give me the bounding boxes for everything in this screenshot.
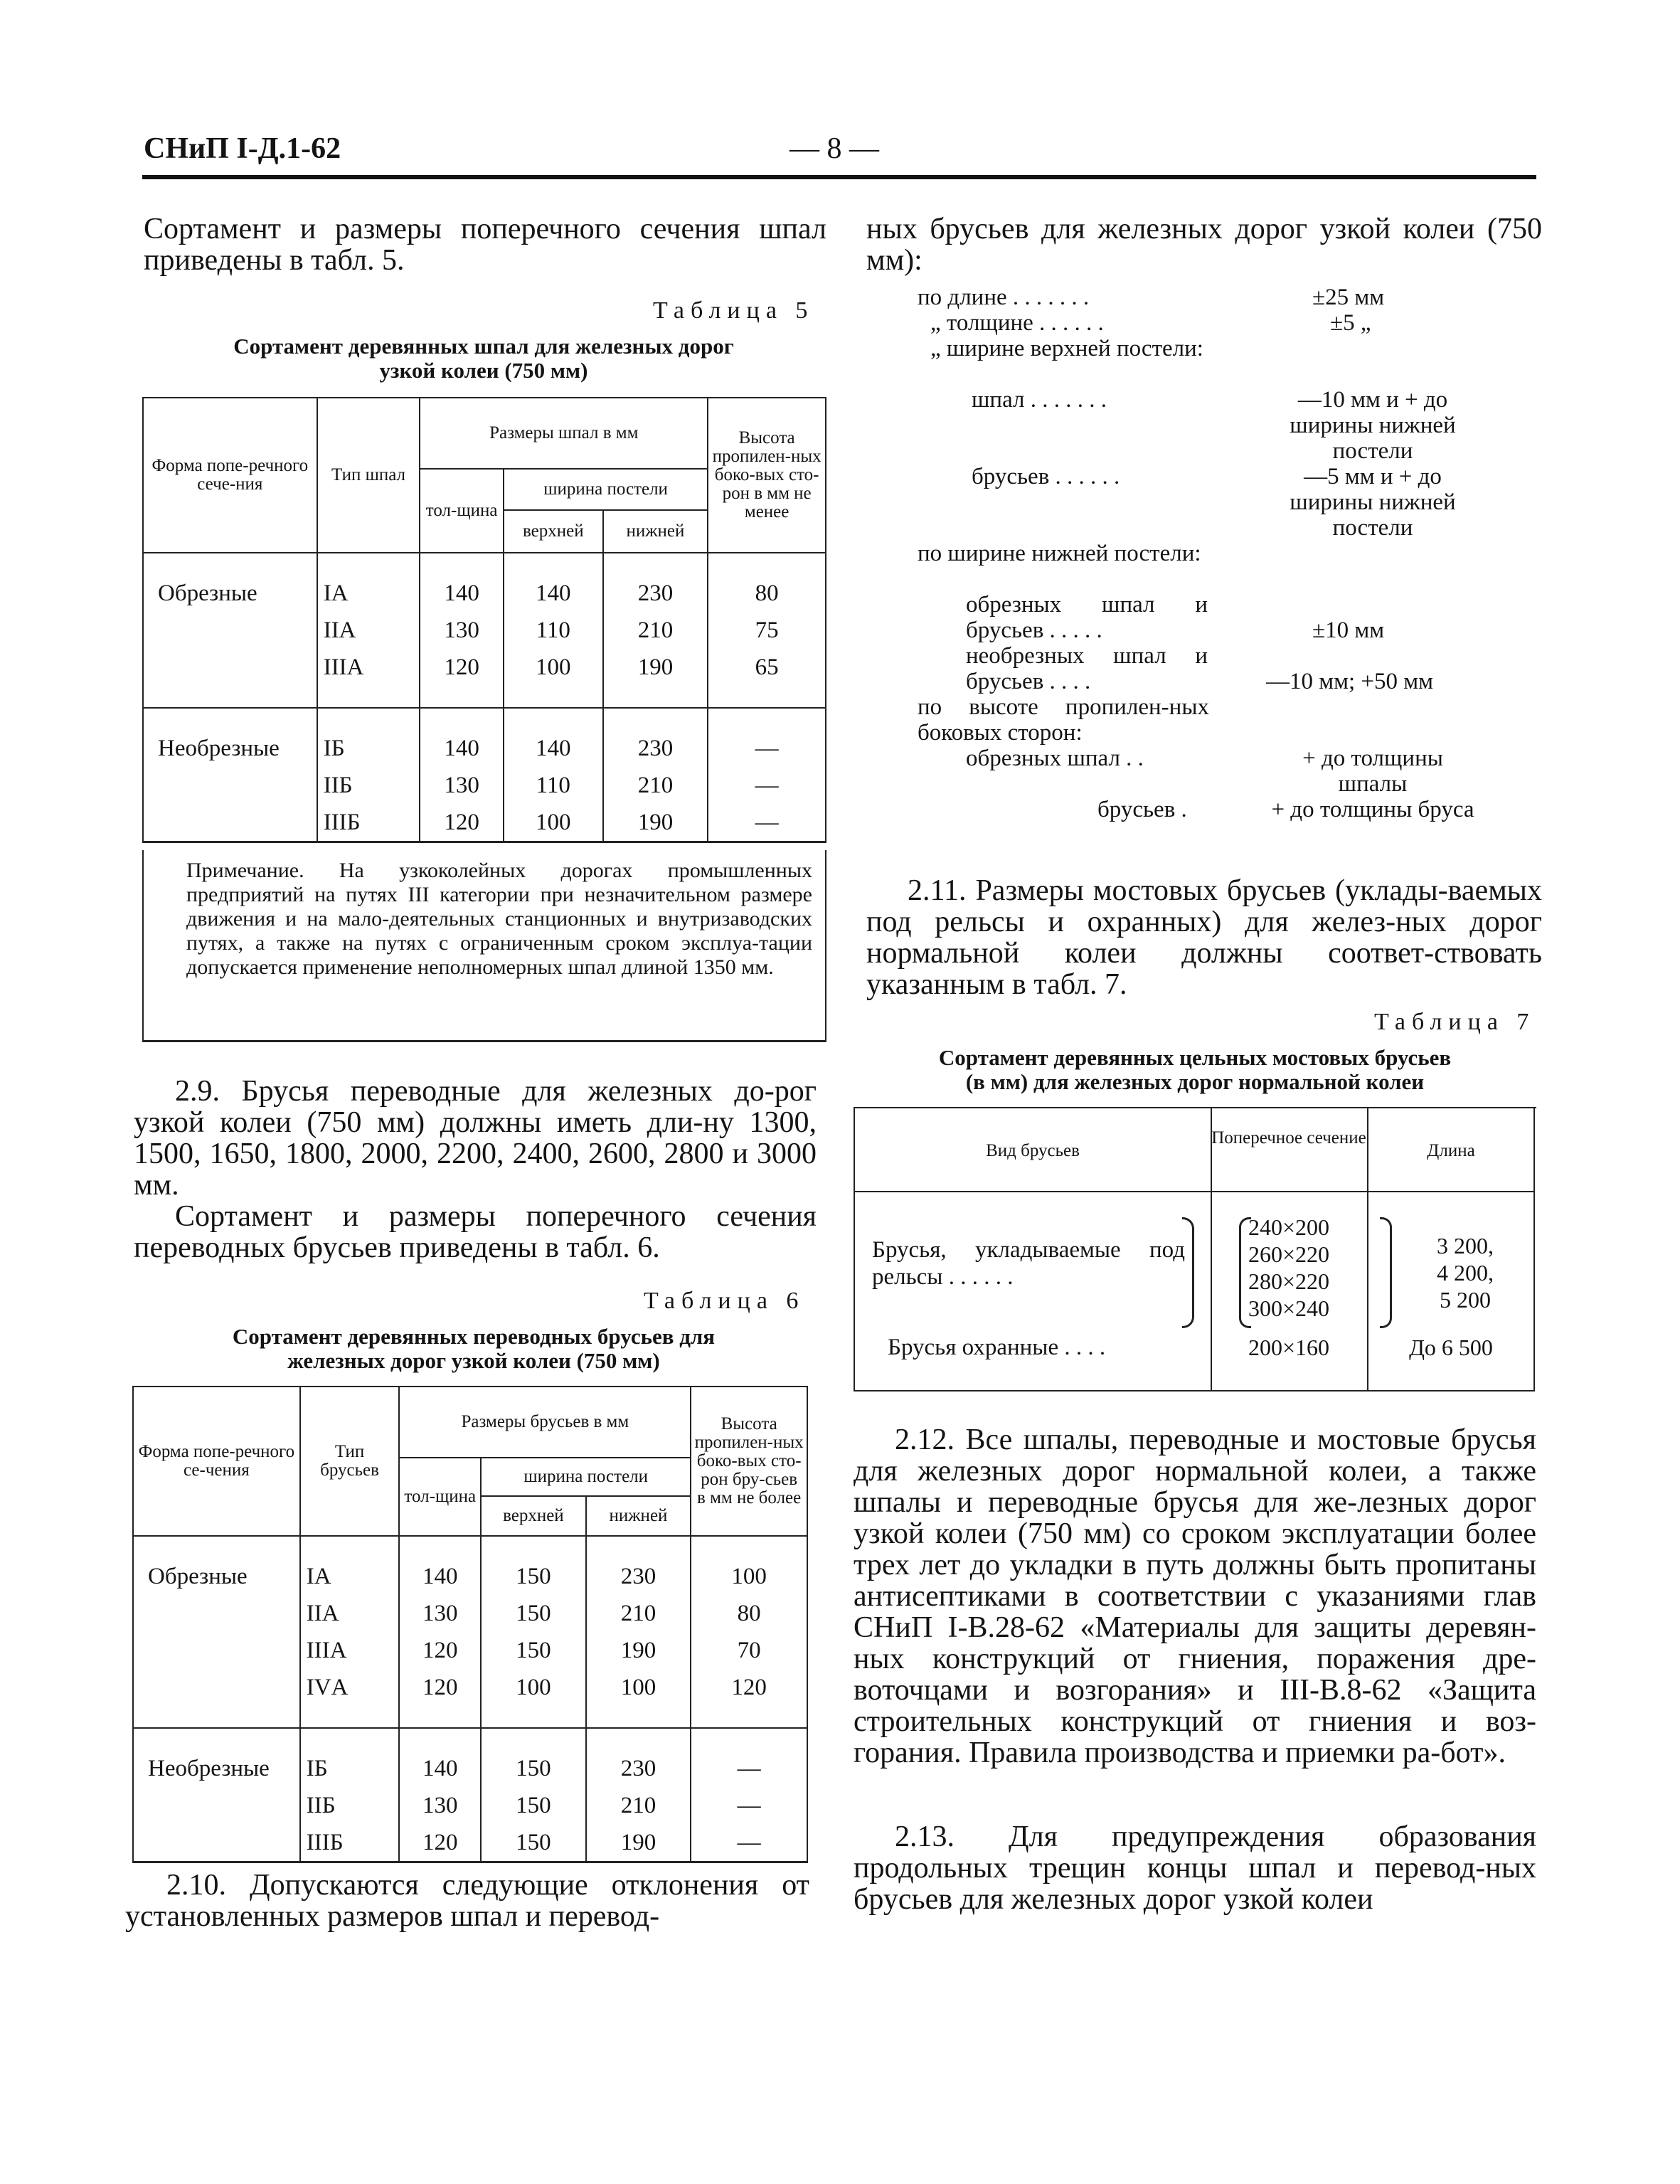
t5-cell-height: 75 — [708, 612, 826, 649]
table6-caption-line2: железных дорог узкой колеи (750 мм) — [287, 1348, 660, 1373]
t5-cell-height: 65 — [708, 649, 826, 686]
t6-cell-bottom: 190 — [586, 1632, 691, 1669]
t7-head-length: Длина — [1427, 1141, 1475, 1160]
dev-height-brus-label: брусьев . — [1097, 797, 1187, 822]
table5 — [142, 397, 826, 843]
t6-cell-thick: 140 — [399, 1558, 481, 1595]
p29b-text: Сортамент и размеры поперечного сечения переводных брусьев приведены в табл. 6. — [134, 1200, 817, 1264]
deviations-list — [918, 285, 1536, 854]
t7-length-value: 3 200, — [1437, 1233, 1494, 1258]
table6 — [132, 1386, 808, 1863]
t6-cell-bottom: 230 — [586, 1558, 691, 1595]
t5-form-cell: Необрезные — [143, 730, 317, 767]
t6-cell-bottom: 230 — [586, 1750, 691, 1787]
t6-form-cell — [133, 1669, 300, 1706]
t5-cell-bottom: 230 — [603, 730, 708, 767]
t6-gap-row — [133, 1728, 807, 1750]
p213-text: 2.13. Для предупреждения образования продольных трещин концы шпал и перевод-ных брусьев для железных дорог узкой колеи — [854, 1820, 1536, 1916]
t5-cell-thick: 140 — [420, 730, 504, 767]
right-continuation: ных брусьев для железных дорог узкой колеи (750 мм): — [866, 213, 1542, 277]
table6-caption-line1: Сортамент деревянных переводных брусьев для — [232, 1324, 716, 1349]
t7-row2-section: 200×160 — [1248, 1335, 1330, 1360]
t6-cell-type: IIIБ — [300, 1824, 400, 1862]
t6-cell-top: 150 — [481, 1595, 586, 1632]
document-code: СНиП I-Д.1-62 — [144, 132, 341, 165]
t6-cell-top: 150 — [481, 1824, 586, 1862]
t7-head-line — [855, 1191, 1535, 1192]
p212-text: 2.12. Все шпалы, переводные и мостовые брусья для железных дорог нормальной колеи, а также шпалы и переводные брусья для же-лезных дорог узкой колеи (750 мм) со сроком эксплуатации более трех лет до укладки в путь должны быть пропитаны антисептиками в соответствии с указаниями глав СНиП I-В.28-62 «Материалы для защиты деревян-ных конструкций от гниения, поражения дре-воточцами и возгорания» и III-В.8-62 «Защита строительных конструкций от гниения и воз-горания. Правила производства и приемки ра-бот». — [854, 1424, 1536, 1769]
t5-cell-thick: 120 — [420, 649, 504, 686]
t6-cell-height: — — [691, 1750, 807, 1787]
t5-cell-type: IIБ — [317, 767, 420, 804]
t6-cell-type: IIIА — [300, 1632, 400, 1669]
t6-head-width: ширина постели — [481, 1458, 691, 1496]
t6-cell-thick: 120 — [399, 1669, 481, 1706]
t6-cell-bottom: 210 — [586, 1595, 691, 1632]
t5-head-top: верхней — [504, 510, 603, 553]
t6-form-cell — [133, 1595, 300, 1632]
t5-cell-top: 110 — [504, 767, 603, 804]
t6-cell-thick: 130 — [399, 1787, 481, 1824]
t5-row — [143, 612, 826, 649]
t6-cell-thick: 120 — [399, 1632, 481, 1669]
t6-cell-thick: 140 — [399, 1750, 481, 1787]
t6-head-thick: тол-щина — [399, 1458, 481, 1536]
t6-form-cell — [133, 1824, 300, 1862]
dev-cut-value: ±10 мм — [1312, 617, 1385, 643]
t5-row — [143, 649, 826, 686]
t5-head-thick: тол-щина — [420, 469, 504, 553]
t5-cell-top: 110 — [504, 612, 603, 649]
paragraph-2-10 — [125, 1870, 809, 1932]
dev-uncut-value: —10 мм; +50 мм — [1266, 669, 1434, 694]
dev-brus-value: —5 мм и + до ширины нижней постели — [1290, 464, 1456, 541]
paragraph-2-11 — [866, 875, 1542, 1000]
t5-head-height: Высота пропилен-ных боко-вых сто-рон в мм не менее — [708, 398, 826, 553]
t7-row2-kind: Брусья охранные . . . . — [888, 1335, 1106, 1360]
t5-cell-bottom: 190 — [603, 649, 708, 686]
t5-cell-type: IIА — [317, 612, 420, 649]
t5-head-type: Тип шпал — [317, 398, 420, 553]
t7-section-value: 300×240 — [1248, 1295, 1330, 1321]
t6-row — [133, 1558, 807, 1595]
dev-cut-label: обрезных шпал и брусьев . . . . . — [966, 592, 1208, 643]
t7-row1-lengths — [1395, 1232, 1535, 1313]
t7-row1-sections — [1211, 1214, 1367, 1322]
t5-row — [143, 767, 826, 804]
table7-caption-line1: Сортамент деревянных цельных мостовых брусьев — [938, 1045, 1452, 1070]
t6-cell-thick: 130 — [399, 1595, 481, 1632]
t6-form-cell — [133, 1787, 300, 1824]
t5-cell-thick: 130 — [420, 612, 504, 649]
t6-form-cell: Обрезные — [133, 1558, 300, 1595]
dev-uncut-label: необрезных шпал и брусьев . . . . — [966, 643, 1208, 694]
table6-caption — [132, 1325, 815, 1373]
t7-section-value: 280×220 — [1248, 1268, 1330, 1294]
t5-form-cell: Обрезные — [143, 575, 317, 612]
t5-head-width: ширина постели — [504, 469, 708, 510]
t6-cell-height: — — [691, 1787, 807, 1824]
t5-gap-row — [143, 686, 826, 708]
t6-cell-bottom: 210 — [586, 1787, 691, 1824]
t6-cell-top: 100 — [481, 1669, 586, 1706]
t6-cell-bottom: 100 — [586, 1669, 691, 1706]
t5-head-form: Форма попе-речного сече-ния — [143, 398, 317, 553]
table5-note — [142, 850, 826, 1042]
t6-cell-height: 120 — [691, 1669, 807, 1706]
t5-cell-thick: 140 — [420, 575, 504, 612]
t6-cell-height: 100 — [691, 1558, 807, 1595]
dev-width-top-label: „ ширине верхней постели: — [930, 336, 1203, 361]
dev-length-value: ±25 мм — [1312, 285, 1385, 310]
t5-cell-type: IIIА — [317, 649, 420, 686]
t5-cell-height: — — [708, 804, 826, 842]
t6-cell-type: IIБ — [300, 1787, 400, 1824]
dev-brus-label: брусьев . . . . . . — [972, 464, 1120, 489]
t7-head-section: Поперечное сечение — [1211, 1128, 1366, 1147]
t6-row — [133, 1595, 807, 1632]
header-rule — [142, 175, 1536, 179]
t5-cell-height: — — [708, 767, 826, 804]
dev-height-shpal-value: + до толщины шпалы — [1302, 746, 1443, 797]
t5-cell-type: IА — [317, 575, 420, 612]
p211-text: 2.11. Размеры мостовых брусьев (уклады-ваемых под рельсы и охранных) для желез-ных дорог нормальной колеи должны соответ-ствовать указанным в табл. 7. — [866, 874, 1542, 1001]
t5-form-cell — [143, 804, 317, 842]
t6-head-type: Тип брусьев — [300, 1387, 400, 1536]
t6-form-cell: Необрезные — [133, 1750, 300, 1787]
t5-gap-row — [143, 708, 826, 730]
t5-head-dims: Размеры шпал в мм — [420, 398, 708, 469]
table5-caption-line2: узкой колеи (750 мм) — [379, 358, 588, 383]
dev-height-shpal-label: обрезных шпал . . — [966, 746, 1144, 771]
t7-head-kind: Вид брусьев — [986, 1141, 1080, 1160]
t5-cell-bottom: 210 — [603, 767, 708, 804]
t6-row — [133, 1750, 807, 1787]
table5-note-text: Примечание. На узкоколейных дорогах промышленных предприятий на путях III категории при незначительном размере движения и на мало-деятельных станционных и внутризаводских путях, а также на путях с ограниченным сроком эксплуа-тации допускается применение неполномерных шпал длиной 1350 мм. — [186, 859, 812, 979]
t6-cell-thick: 120 — [399, 1824, 481, 1862]
dev-shpal-label: шпал . . . . . . . — [972, 387, 1107, 413]
t6-row — [133, 1787, 807, 1824]
t5-row — [143, 575, 826, 612]
t5-gap-row — [143, 553, 826, 575]
t5-cell-top: 140 — [504, 730, 603, 767]
dev-thickness-value: ±5 „ — [1330, 310, 1371, 336]
table7 — [854, 1107, 1535, 1391]
t7-row1-kind: Брусья, укладываемые под рельсы . . . . . . — [872, 1237, 1185, 1290]
table7-caption — [854, 1046, 1536, 1094]
p210-text: 2.10. Допускаются следующие отклонения от установленных размеров шпал и перевод- — [125, 1869, 809, 1933]
t5-cell-type: IIIБ — [317, 804, 420, 842]
t5-form-cell — [143, 649, 317, 686]
paragraph-2-13 — [854, 1821, 1536, 1915]
t5-cell-height: 80 — [708, 575, 826, 612]
t6-cell-top: 150 — [481, 1787, 586, 1824]
t6-head-dims: Размеры брусьев в мм — [399, 1387, 691, 1458]
t5-cell-height: — — [708, 730, 826, 767]
table5-caption-line1: Сортамент деревянных шпал для железных дорог — [233, 334, 734, 359]
t7-top-line — [855, 1107, 1536, 1108]
page-number: — 8 — — [790, 132, 879, 165]
t5-cell-thick: 120 — [420, 804, 504, 842]
table5-caption — [142, 334, 825, 383]
t6-head-form: Форма попе-речного се-чения — [133, 1387, 300, 1536]
t5-cell-top: 100 — [504, 804, 603, 842]
dev-width-bottom-label: по ширине нижней постели: — [918, 541, 1201, 566]
t5-form-cell — [143, 767, 317, 804]
t5-form-cell — [143, 612, 317, 649]
p29-text: 2.9. Брусья переводные для железных до-рог узкой колеи (750 мм) должны иметь дли-ну 1300, 1500, 1650, 1800, 2000, 2200, 2400, 2600, 2800 и 3000 мм. — [134, 1075, 817, 1202]
t5-cell-thick: 130 — [420, 767, 504, 804]
dev-thickness-label: „ толщине . . . . . . — [930, 310, 1104, 336]
t6-cell-top: 150 — [481, 1558, 586, 1595]
intro-paragraph: Сортамент и размеры поперечного сечения шпал приведены в табл. 5. — [144, 213, 826, 277]
t6-cell-type: IБ — [300, 1750, 400, 1787]
t5-cell-bottom: 190 — [603, 804, 708, 842]
t7-section-value: 260×220 — [1248, 1241, 1330, 1267]
t6-head-height: Высота пропилен-ных боко-вых сто-рон бру-сьев в мм не более — [691, 1387, 807, 1536]
t5-cell-top: 140 — [504, 575, 603, 612]
t5-row — [143, 730, 826, 767]
t6-cell-height: 70 — [691, 1632, 807, 1669]
t7-length-value: 4 200, — [1437, 1260, 1494, 1286]
t6-cell-type: IIА — [300, 1595, 400, 1632]
t7-row2-length: До 6 500 — [1409, 1335, 1493, 1360]
t6-cell-bottom: 190 — [586, 1824, 691, 1862]
t6-cell-top: 150 — [481, 1632, 586, 1669]
t5-row — [143, 804, 826, 842]
t6-gap-row — [133, 1706, 807, 1728]
t6-row — [133, 1824, 807, 1862]
t6-head-top: верхней — [481, 1496, 586, 1536]
t7-brace-right — [1380, 1217, 1392, 1328]
t7-brace-left — [1182, 1217, 1194, 1328]
table6-number: Таблица 6 — [644, 1288, 805, 1314]
t5-cell-top: 100 — [504, 649, 603, 686]
t6-cell-type: IVА — [300, 1669, 400, 1706]
t6-row — [133, 1669, 807, 1706]
t5-cell-bottom: 210 — [603, 612, 708, 649]
t5-cell-bottom: 230 — [603, 575, 708, 612]
t5-head-bottom: нижней — [603, 510, 708, 553]
t6-head-bottom: нижней — [586, 1496, 691, 1536]
t6-row — [133, 1632, 807, 1669]
t6-cell-height: — — [691, 1824, 807, 1862]
t5-cell-type: IБ — [317, 730, 420, 767]
dev-height-brus-value: + до толщины бруса — [1271, 797, 1474, 822]
t6-cell-type: IА — [300, 1558, 400, 1595]
t6-form-cell — [133, 1632, 300, 1669]
table7-caption-line2: (в мм) для железных дорог нормальной колеи — [965, 1069, 1425, 1094]
table5-number: Таблица 5 — [653, 297, 814, 324]
dev-shpal-value: —10 мм и + до ширины нижней постели — [1290, 387, 1456, 464]
dev-length-label: по длине . . . . . . . — [918, 285, 1090, 310]
t6-cell-top: 150 — [481, 1750, 586, 1787]
t6-cell-height: 80 — [691, 1595, 807, 1632]
t7-section-value: 240×200 — [1248, 1214, 1330, 1240]
t6-gap-row — [133, 1536, 807, 1558]
paragraph-2-9 — [134, 1076, 817, 1263]
t7-length-value: 5 200 — [1440, 1287, 1491, 1313]
paragraph-2-12 — [854, 1424, 1536, 1769]
dev-height-label: по высоте пропилен-ных боковых сторон: — [918, 694, 1209, 746]
table7-number: Таблица 7 — [1374, 1009, 1536, 1035]
